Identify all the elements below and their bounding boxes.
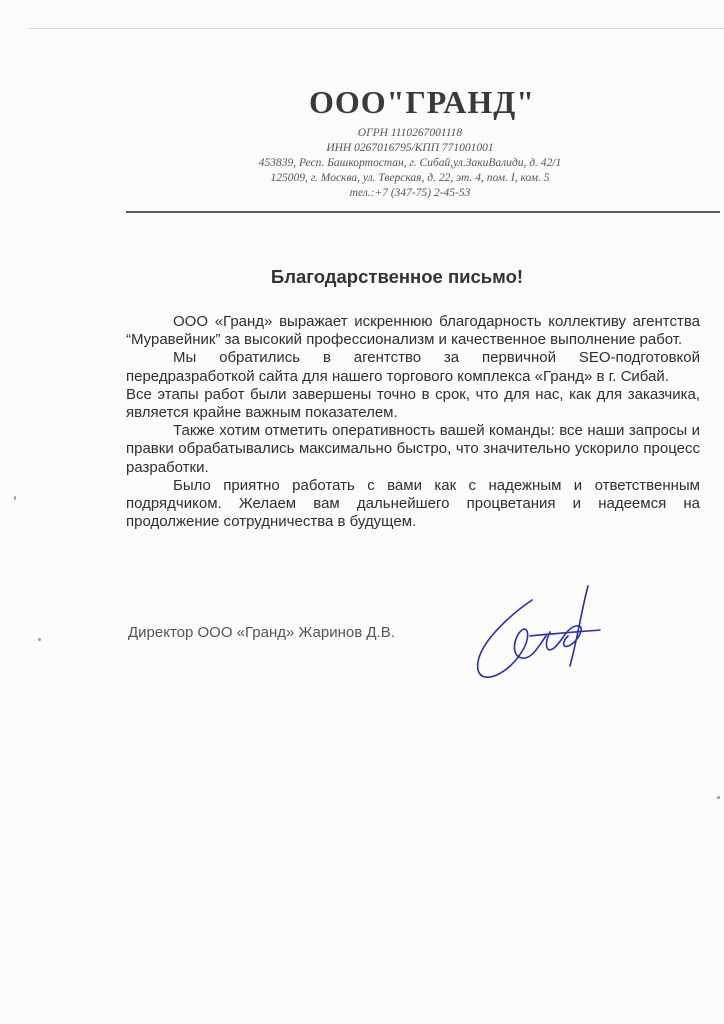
scan-speck xyxy=(38,638,41,641)
company-address-sibay: 453839, Респ. Башкортостан, г. Сибай,ул.ЗакиВалиди, д. 42/1 xyxy=(258,157,562,169)
company-details xyxy=(200,126,620,201)
company-name: ООО"ГРАНД" xyxy=(308,84,536,120)
signatory-line: Директор ООО «Гранд» Жаринов Д.В. xyxy=(128,624,395,641)
letter-title: Благодарственное письмо! xyxy=(270,266,524,287)
company-phone: тел.:+7 (347-75) 2-45-53 xyxy=(349,187,471,199)
paragraph-request: Мы обратились в агентство за первичной SEO-подготовкой передразработкой сайта для нашего торгового комплекса «Гранд» в г. Сибай. xyxy=(126,349,700,385)
paragraph-closing: Было приятно работать с вами как с надежным и ответственным подрядчиком. Желаем вам дальнейшего процветания и надеемся на продолжение сотрудничества в будущем. xyxy=(126,476,700,531)
paragraph-deadlines: Все этапы работ были завершены точно в срок, что для нас, как для заказчика, является крайне важным показателем. xyxy=(126,385,700,422)
paragraph-responsiveness: Также хотим отметить оперативность вашей команды: все наши запросы и правки обрабатывались максимально быстро, что значительно ускорило процесс разработки. xyxy=(126,422,700,476)
company-ogrn: ОГРН 1110267001118 xyxy=(357,127,463,139)
handwritten-signature xyxy=(466,578,606,688)
paragraph-gratitude: ООО «Гранд» выражает искреннюю благодарность коллективу агентства “Муравейник” за высокий профессионализм и качественное выполнение работ. xyxy=(126,313,700,349)
scan-speck xyxy=(717,796,720,799)
scan-speck xyxy=(14,496,16,500)
company-address-moscow: 125009, г. Москва, ул. Тверская, д. 22, эт. 4, пом. I, ком. 5 xyxy=(270,172,550,184)
company-inn-kpp: ИНН 0267016795/КПП 771001001 xyxy=(326,142,494,154)
letter-body xyxy=(126,313,700,531)
scan-edge xyxy=(28,28,724,29)
header-divider xyxy=(126,211,720,213)
